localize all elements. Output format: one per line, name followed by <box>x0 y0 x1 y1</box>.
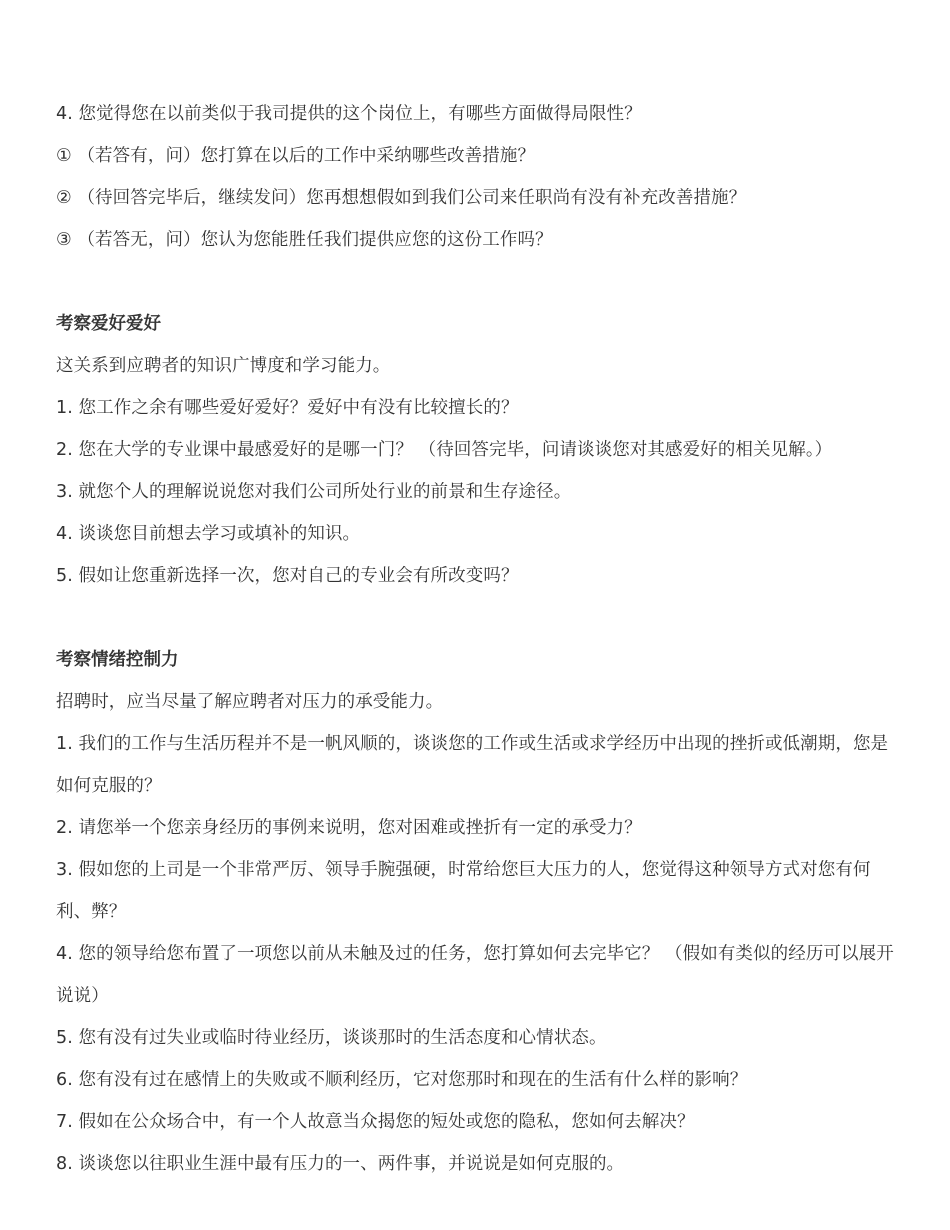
emotion-question-3: 3. 假如您的上司是一个非常严厉、领导手腕强硬，时常给您巨大压力的人，您觉得这种领导方式对您有何利、弊？ <box>56 860 871 922</box>
section-emotional-control <box>56 639 894 1185</box>
section-heading-emotional-control: 考察情绪控制力 <box>56 650 179 670</box>
interest-question-5: 5. 假如让您重新选择一次，您对自己的专业会有所改变吗？ <box>56 566 519 586</box>
emotion-question-6: 6. 您有没有过在感情上的失败或不顺利经历，它对您那时和现在的生活有什么样的影响？ <box>56 1070 748 1090</box>
sub-question-1: ① （若答有，问）您打算在以后的工作中采纳哪些改善措施？ <box>56 146 536 166</box>
sub-question-2: ② （待回答完毕后，继续发问）您再想想假如到我们公司来任职尚有没有补充改善措施？ <box>56 188 747 208</box>
emotion-question-4: 4. 您的领导给您布置了一项您以前从未触及过的任务，您打算如何去完毕它？ （假如有类似的经历可以展开说说） <box>56 944 894 1006</box>
section-intro-interests: 这关系到应聘者的知识广博度和学习能力。 <box>56 356 391 376</box>
sub-question-3: ③ （若答无，问）您认为您能胜任我们提供应您的这份工作吗？ <box>56 230 553 250</box>
interest-question-3: 3. 就您个人的理解说说您对我们公司所处行业的前景和生存途径。 <box>56 482 572 502</box>
emotion-question-7: 7. 假如在公众场合中，有一个人故意当众揭您的短处或您的隐私，您如何去解决？ <box>56 1112 695 1132</box>
emotion-question-2: 2. 请您举一个您亲身经历的事例来说明，您对困难或挫折有一定的承受力？ <box>56 818 642 838</box>
question-4-limitations: 4. 您觉得您在以前类似于我司提供的这个岗位上，有哪些方面做得局限性？ <box>56 104 642 124</box>
interest-question-2: 2. 您在大学的专业课中最感爱好的是哪一门？ （待回答完毕，问请谈谈您对其感爱好的相关见解。） <box>56 440 833 460</box>
emotion-question-5: 5. 您有没有过失业或临时待业经历，谈谈那时的生活态度和心情状态。 <box>56 1028 607 1048</box>
emotion-question-8: 8. 谈谈您以往职业生涯中最有压力的一、两件事，并说说是如何克服的。 <box>56 1154 625 1174</box>
section-job-limitations <box>56 93 894 261</box>
section-interests <box>56 303 894 597</box>
section-intro-emotional-control: 招聘时，应当尽量了解应聘者对压力的承受能力。 <box>56 692 444 712</box>
section-heading-interests: 考察爱好爱好 <box>56 314 161 334</box>
section-spacer <box>56 261 894 303</box>
section-spacer <box>56 597 894 639</box>
interest-question-1: 1. 您工作之余有哪些爱好爱好？爱好中有没有比较擅长的？ <box>56 398 519 418</box>
emotion-question-1: 1. 我们的工作与生活历程并不是一帆风顺的，谈谈您的工作或生活或求学经历中出现的挫折或低潮期，您是如何克服的？ <box>56 734 889 796</box>
interest-question-4: 4. 谈谈您目前想去学习或填补的知识。 <box>56 524 361 544</box>
